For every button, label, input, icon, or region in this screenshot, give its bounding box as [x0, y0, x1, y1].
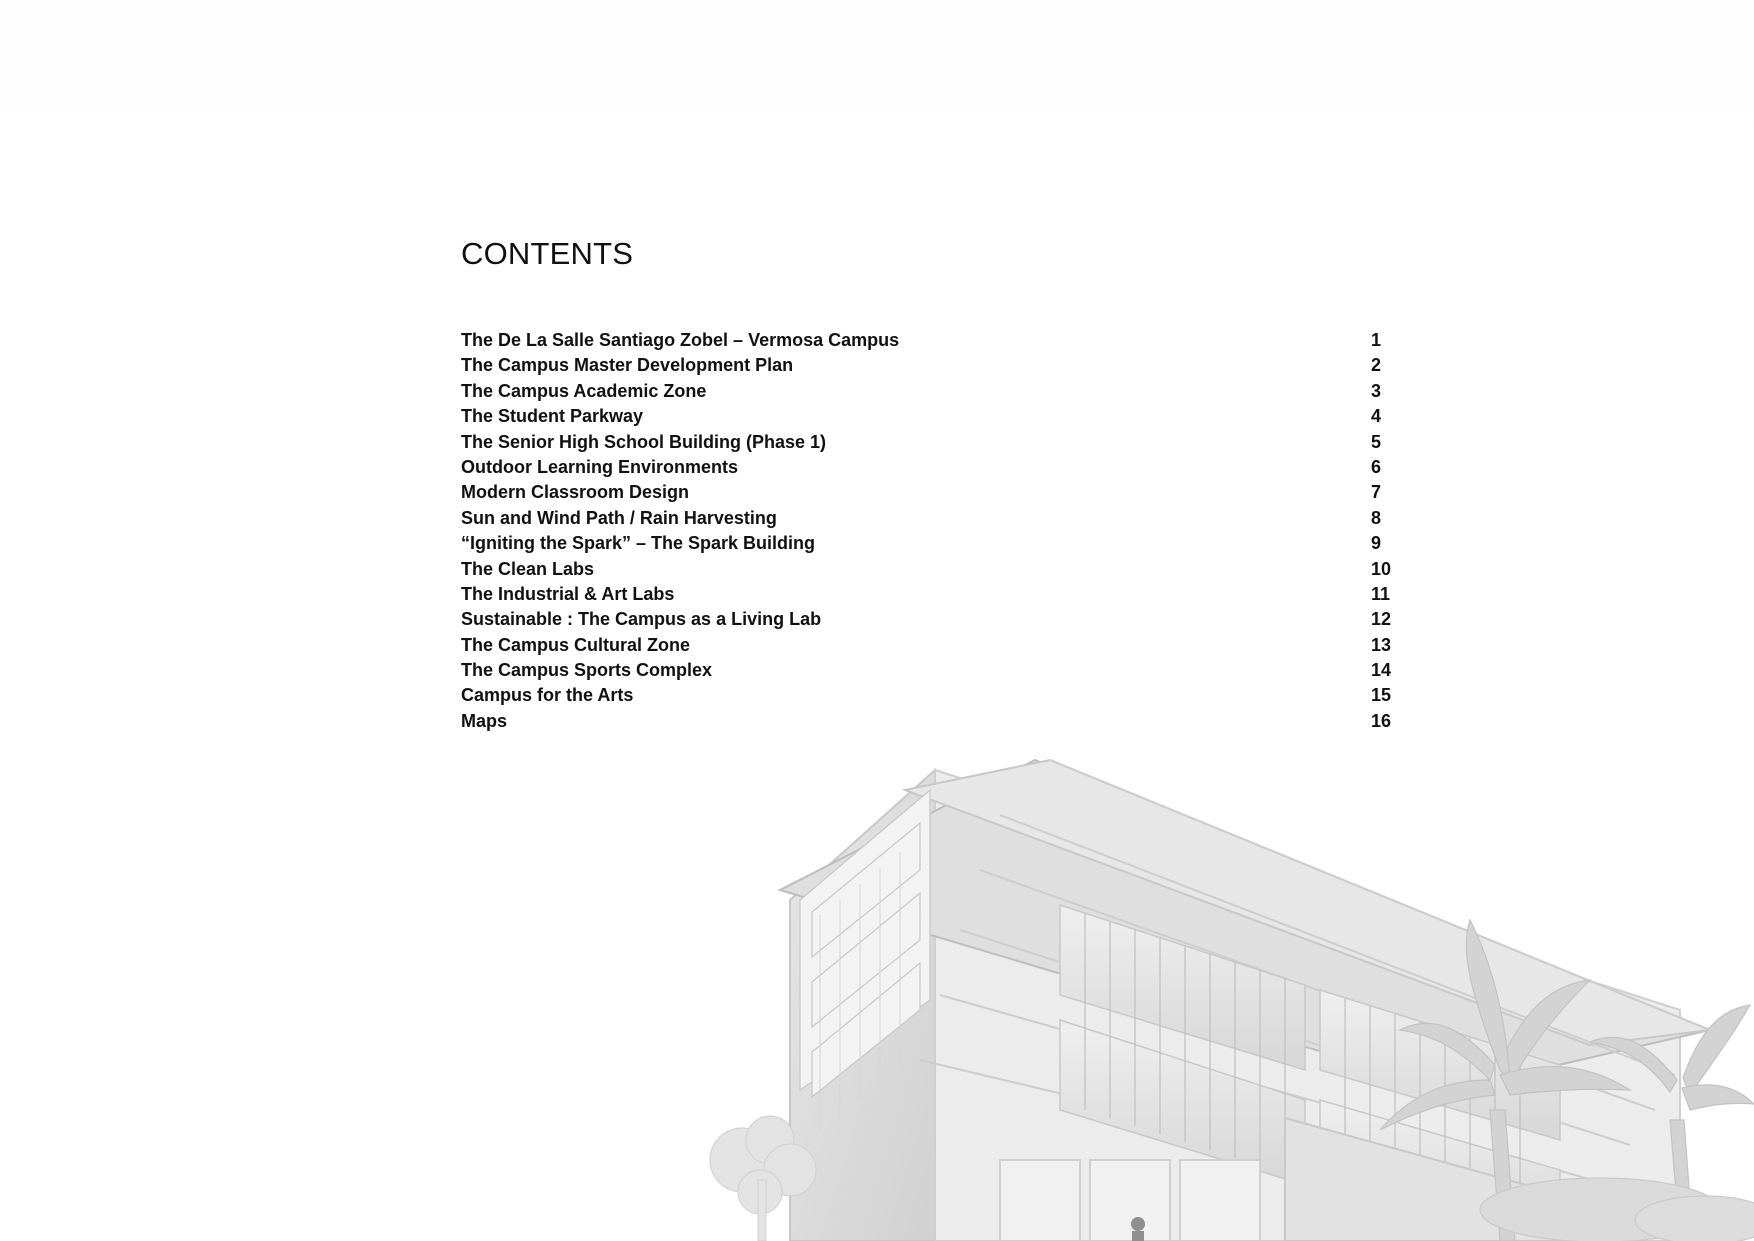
toc-page-number: 13	[1371, 634, 1392, 655]
contents-section	[461, 236, 1411, 734]
toc-entry-label: The Campus Cultural Zone	[461, 634, 691, 655]
toc-entry-label: The Campus Sports Complex	[461, 660, 713, 681]
toc-page-number: 16	[1371, 710, 1392, 731]
toc-entry-label: Outdoor Learning Environments	[461, 456, 739, 477]
toc-row[interactable]	[461, 683, 1411, 708]
toc-row[interactable]	[461, 633, 1411, 658]
table-of-contents	[461, 328, 1411, 734]
toc-page-number: 14	[1371, 660, 1392, 681]
toc-row[interactable]	[461, 480, 1411, 505]
toc-row[interactable]	[461, 658, 1411, 683]
faint-top-wash	[0, 0, 1754, 220]
toc-row[interactable]	[461, 455, 1411, 480]
toc-page-number: 5	[1371, 431, 1382, 452]
toc-row[interactable]	[461, 607, 1411, 632]
toc-row[interactable]	[461, 582, 1411, 607]
toc-page-number: 1	[1371, 330, 1382, 350]
toc-row[interactable]	[461, 328, 1411, 353]
toc-row[interactable]	[461, 531, 1411, 556]
toc-row[interactable]	[461, 379, 1411, 404]
toc-page-number: 6	[1371, 456, 1382, 477]
toc-page-number: 11	[1371, 583, 1391, 604]
toc-page-number: 8	[1371, 507, 1382, 528]
toc-entry-label: The Clean Labs	[461, 558, 595, 579]
toc-row[interactable]	[461, 353, 1411, 378]
toc-row[interactable]	[461, 404, 1411, 429]
contents-title: CONTENTS	[461, 236, 634, 271]
toc-row[interactable]	[461, 709, 1411, 734]
toc-entry-label: Modern Classroom Design	[461, 482, 690, 503]
person-figure	[1131, 1217, 1145, 1241]
toc-page-number: 15	[1371, 685, 1392, 706]
toc-row[interactable]	[461, 557, 1411, 582]
toc-page-number: 10	[1371, 558, 1392, 579]
toc-entry-label: Sun and Wind Path / Rain Harvesting	[461, 507, 777, 528]
toc-entry-label: The Senior High School Building (Phase 1)	[461, 431, 827, 452]
toc-entry-label: Maps	[461, 710, 508, 731]
toc-page-number: 9	[1371, 533, 1382, 554]
toc-entry-label: Campus for the Arts	[461, 685, 634, 706]
palm-trees	[1380, 920, 1754, 1241]
toc-entry-label: The Student Parkway	[461, 406, 644, 427]
toc-page-number: 4	[1371, 406, 1382, 427]
toc-entry-label: The De La Salle Santiago Zobel – Vermosa Campus	[461, 330, 900, 350]
toc-page-number: 7	[1371, 482, 1382, 503]
toc-entry-label: The Industrial & Art Labs	[461, 583, 675, 604]
toc-entry-label: Sustainable : The Campus as a Living Lab	[461, 609, 822, 630]
toc-page-number: 3	[1371, 380, 1382, 401]
toc-entry-label: The Campus Academic Zone	[461, 380, 707, 401]
left-tree	[710, 1116, 816, 1241]
toc-page-number: 12	[1371, 609, 1392, 630]
toc-row[interactable]	[461, 506, 1411, 531]
toc-entry-label: The Campus Master Development Plan	[461, 355, 794, 376]
toc-page-number: 2	[1371, 355, 1382, 376]
toc-row[interactable]	[461, 430, 1411, 455]
toc-entry-label: “Igniting the Spark” – The Spark Building	[461, 533, 816, 554]
main-building	[780, 760, 1710, 1241]
